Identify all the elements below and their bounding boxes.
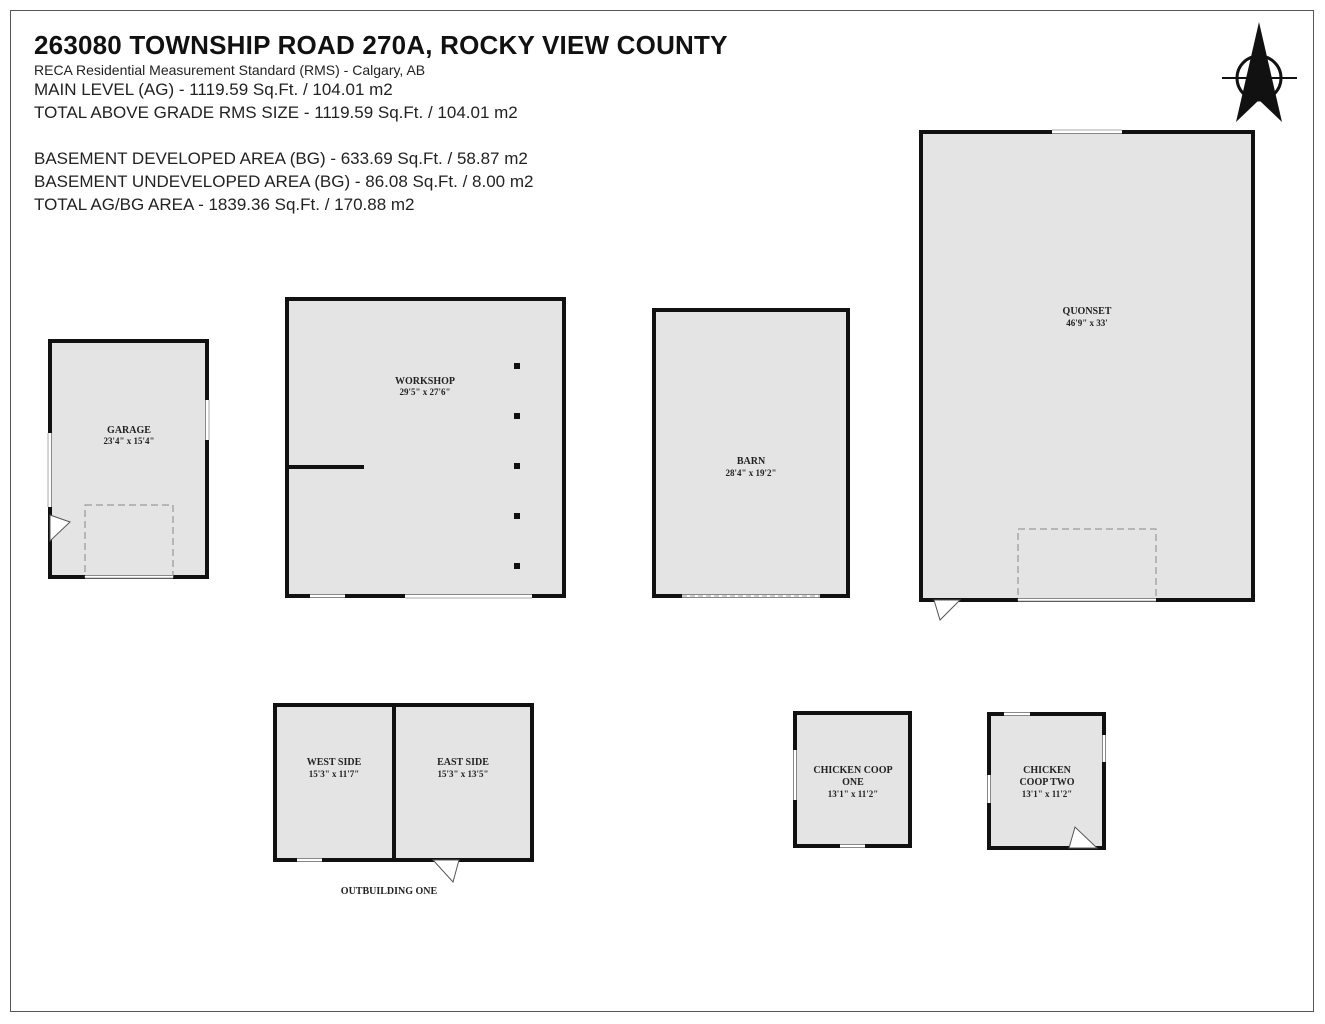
coop-two-label-line1: CHICKEN <box>1023 765 1071 776</box>
quonset-label: QUONSET <box>1062 306 1112 317</box>
quonset-room <box>921 130 1253 620</box>
outbuilding-one <box>275 705 532 882</box>
coop-one-label-line1: CHICKEN COOP <box>813 765 893 776</box>
outbuilding-one-caption: OUTBUILDING ONE <box>340 886 438 897</box>
barn-dimensions: 28'4" x 19'2" <box>725 468 777 478</box>
page-title: 263080 TOWNSHIP ROAD 270A, ROCKY VIEW COUNTY <box>34 30 728 60</box>
workshop-dimensions: 29'5" x 27'6" <box>399 387 451 397</box>
coop-two-dimensions: 13'1" x 11'2" <box>1021 789 1073 799</box>
garage-dimensions: 23'4" x 15'4" <box>103 436 155 446</box>
north-arrow-icon <box>1222 22 1297 122</box>
coop-two-label-line2: COOP TWO <box>1019 777 1075 788</box>
workshop-room <box>287 299 564 598</box>
barn-room <box>654 310 848 596</box>
measurement-standard: RECA Residential Measurement Standard (RMS) - Calgary, AB <box>34 62 426 78</box>
west-side-dimensions: 15'3" x 11'7" <box>308 769 360 779</box>
workshop-label: WORKSHOP <box>394 376 456 387</box>
west-side-label: WEST SIDE <box>306 757 362 768</box>
garage-label: GARAGE <box>107 425 151 436</box>
quonset-dimensions: 46'9" x 33' <box>1066 318 1108 328</box>
east-side-label: EAST SIDE <box>437 757 489 768</box>
coop-one-label-line2: ONE <box>842 777 864 788</box>
basement-developed-area: BASEMENT DEVELOPED AREA (BG) - 633.69 Sq.Ft. / 58.87 m2 <box>34 149 528 168</box>
east-side-dimensions: 15'3" x 13'5" <box>437 769 489 779</box>
main-level-area: MAIN LEVEL (AG) - 1119.59 Sq.Ft. / 104.01 m2 <box>34 80 393 99</box>
total-above-grade-area: TOTAL ABOVE GRADE RMS SIZE - 1119.59 Sq.Ft. / 104.01 m2 <box>34 103 518 122</box>
basement-undeveloped-area: BASEMENT UNDEVELOPED AREA (BG) - 86.08 Sq.Ft. / 8.00 m2 <box>34 172 534 191</box>
barn-label: BARN <box>736 456 766 467</box>
garage-room <box>48 341 209 578</box>
coop-one-dimensions: 13'1" x 11'2" <box>827 789 879 799</box>
total-ag-bg-area: TOTAL AG/BG AREA - 1839.36 Sq.Ft. / 170.88 m2 <box>34 195 415 214</box>
